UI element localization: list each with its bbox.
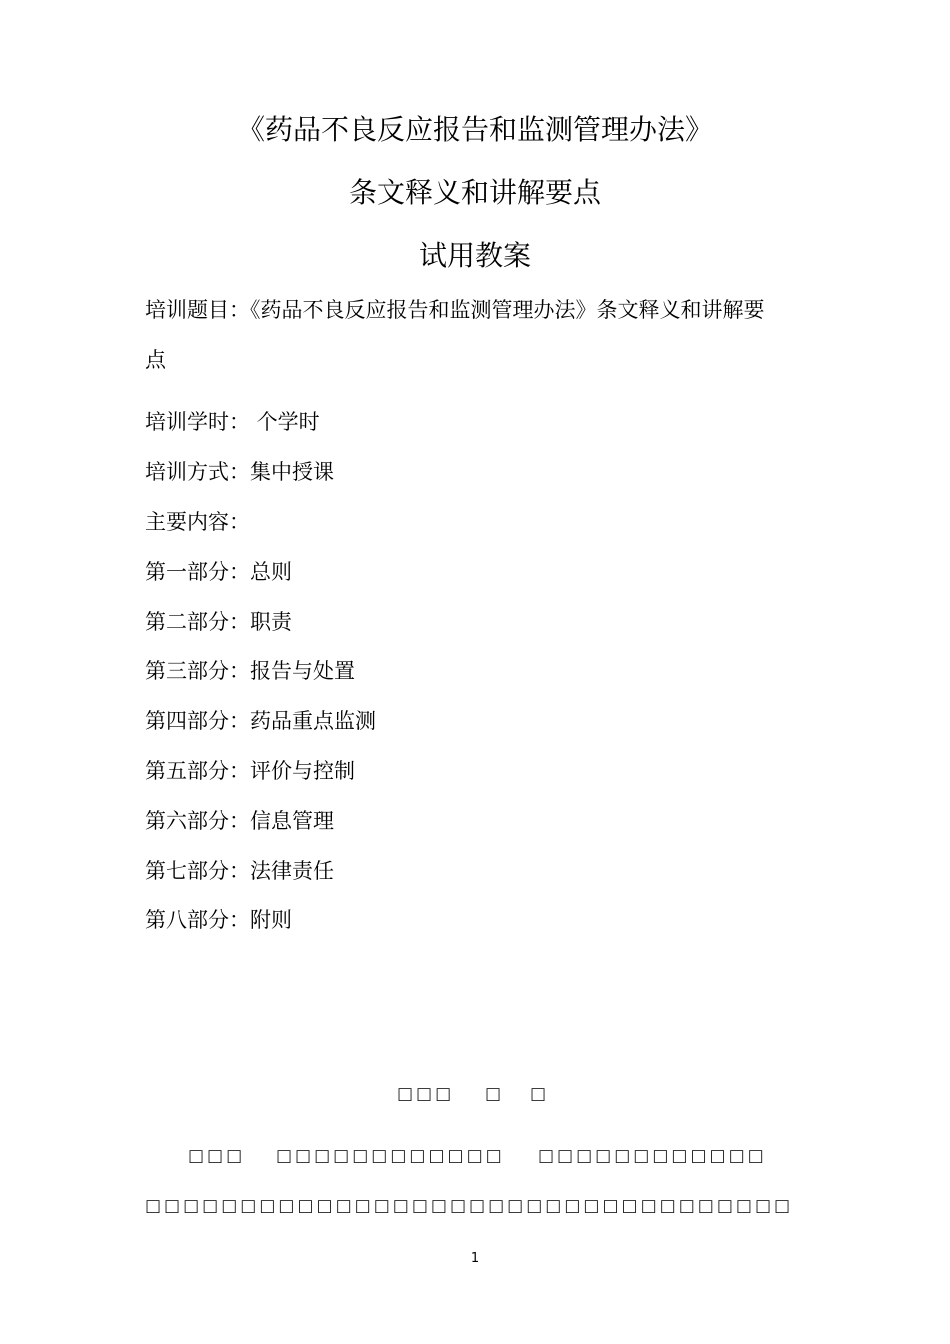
topic-line-1: 培训题目：《药品不良反应报告和监测管理办法》条文释义和讲解要: [145, 298, 765, 322]
part-item: 第七部分：法律责任: [145, 859, 334, 883]
training-method: 培训方式：集中授课: [145, 460, 334, 484]
part-item: 第六部分：信息管理: [145, 809, 334, 833]
part-item: 第四部分：药品重点监测: [145, 709, 376, 733]
garbled-heading-part-a: □□□: [397, 1084, 455, 1104]
page-number: 1: [470, 1251, 480, 1266]
title-line-1: 《药品不良反应报告和监测管理办法》: [236, 113, 713, 146]
garbled-paragraph-part-c: □□□□□□□□□□□□: [538, 1146, 767, 1166]
part-item: 第一部分：总则: [145, 560, 292, 584]
part-item: 第五部分：评价与控制: [145, 759, 355, 783]
garbled-paragraph-part-a: □□□: [188, 1146, 246, 1166]
garbled-paragraph-line: □□□□□□□□□□□□□□□□□□□□□□□□□□□□□□□□□□: [145, 1196, 794, 1216]
training-hours: 培训学时： 个学时: [145, 410, 320, 434]
main-content-label: 主要内容：: [145, 510, 250, 534]
garbled-heading-part-b: □: [485, 1084, 505, 1104]
part-item: 第三部分：报告与处置: [145, 659, 355, 683]
garbled-heading-part-c: □: [530, 1084, 550, 1104]
title-line-2: 条文释义和讲解要点: [348, 176, 601, 209]
garbled-paragraph-part-b: □□□□□□□□□□□□: [276, 1146, 505, 1166]
topic-line-2: 点: [145, 348, 166, 372]
part-item: 第八部分：附则: [145, 908, 292, 932]
part-item: 第二部分：职责: [145, 610, 292, 634]
title-line-3: 试用教案: [418, 239, 531, 272]
